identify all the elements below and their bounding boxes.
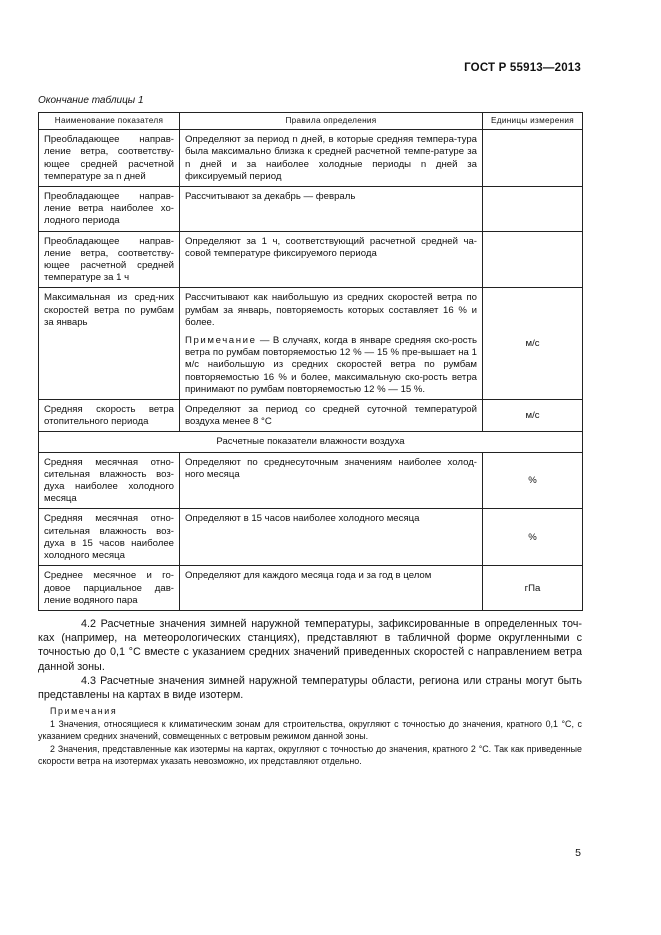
row-name: Средняя месячная отно-сительная влажность воз-духа наиболее холодного месяца: [39, 452, 180, 509]
row-rule: Определяют по среднесуточным значениям наиболее холод-ного месяца: [180, 452, 483, 509]
row-note: [185, 335, 477, 396]
paragraph-4-3: 4.3 Расчетные значения зимней наружной температуры области, региона или страны могут быть представлены на картах в виде изотерм.: [38, 674, 582, 702]
table-header-row: [39, 113, 583, 130]
table-row: [39, 130, 583, 187]
document-header: ГОСТ Р 55913—2013: [464, 62, 581, 74]
row-name: Средняя скорость ветра отопительного периода: [39, 400, 180, 432]
column-header-name: Наименование показателя: [39, 113, 180, 130]
row-unit: м/с: [483, 400, 583, 432]
table-row: [39, 288, 583, 400]
row-unit: м/с: [483, 288, 583, 400]
row-rule-text: Рассчитывают как наибольшую из средних скоростей ветра по румбам за январь, повторяемость которых составляет 16 % и более.: [185, 292, 477, 328]
row-name: Преобладающее направ-ление ветра наиболее хо-лодного периода: [39, 187, 180, 232]
row-rule: Определяют для каждого месяца года и за год в целом: [180, 566, 483, 611]
row-name: Максимальная из сред-них скоростей ветра по румбам за январь: [39, 288, 180, 400]
table-row: [39, 509, 583, 566]
row-note-label: Примечание: [185, 335, 257, 347]
row-unit: [483, 187, 583, 232]
row-name: Среднее месячное и го-довое парциальное дав-ление водяного пара: [39, 566, 180, 611]
section-title: Расчетные показатели влажности воздуха: [39, 432, 583, 452]
table-row: [39, 231, 583, 288]
row-name: Средняя месячная отно-сительная влажность воз-духа в 15 часов наиболее холодного месяца: [39, 509, 180, 566]
column-header-unit: Единицы измерения: [483, 113, 583, 130]
table-row: [39, 452, 583, 509]
body-paragraphs: [38, 617, 582, 702]
row-name: Преобладающее направ-ление ветра, соответству-ющее средней расчетной температуре за n дней: [39, 130, 180, 187]
row-rule-with-note: [180, 288, 483, 400]
table-caption: Окончание таблицы 1: [38, 95, 144, 106]
row-rule: Определяют в 15 часов наиболее холодного месяца: [180, 509, 483, 566]
table-row: [39, 566, 583, 611]
row-rule: Рассчитывают за декабрь — февраль: [180, 187, 483, 232]
table-row: [39, 187, 583, 232]
row-rule: Определяют за период n дней, в которые средняя темпера-тура была максимально близка к средней расчетной темпе-ратуре за n дней и за наиболее холодные периоды n дней за фиксируемый период: [180, 130, 483, 187]
note-2: 2 Значения, представленные как изотермы на картах, округляют с точностью до значения, кратного 2 °С. Так как приведенные скорости ветра на изотермах указать невозможно, их представляют отдельно.: [38, 743, 582, 767]
paragraph-4-2: 4.2 Расчетные значения зимней наружной температуры, зафиксированные в определенных точ-ках (например, на метеорологических станциях), представляют в табличной форме округленными с точностью до 0,1 °С вместе с указанием средних значений приведенных скоростей с направлением ветра данной зоны.: [38, 618, 582, 673]
row-unit: %: [483, 509, 583, 566]
row-unit: [483, 130, 583, 187]
note-1: 1 Значения, относящиеся к климатическим зонам для строительства, округляют с точностью до значения, кратного 0,1 °С, с указанием средних значений, совмещенных с ветровым режимом данной зоны.: [38, 718, 582, 742]
row-unit: [483, 231, 583, 288]
table-row: [39, 400, 583, 432]
page-number: 5: [575, 847, 581, 859]
row-unit: гПа: [483, 566, 583, 611]
table-section-row: [39, 432, 583, 452]
data-table: [38, 112, 583, 611]
row-note-text: — В случаях, когда в январе средняя ско-рость ветра по румбам повторяемостью 12 % — 15 % пре-вышает на 1 м/с наибольшую из средних скоростей ветра по румбам повторяемостью 16 % и более, максимальную ско-рость ветра принимают по румбам повторяемостью 12 % — 15 %.: [185, 335, 477, 395]
row-unit: %: [483, 452, 583, 509]
row-rule: Определяют за 1 ч, соответствующий расчетной средней ча-совой температуре фиксируемого периода: [180, 231, 483, 288]
column-header-rule: Правила определения: [180, 113, 483, 130]
row-rule: Определяют за период со средней суточной температурой воздуха менее 8 °С: [180, 400, 483, 432]
notes-block: [38, 705, 582, 768]
notes-title: Примечания: [50, 706, 118, 716]
row-name: Преобладающее направ-ление ветра, соответству-ющее расчетной средней температуре за 1 ч: [39, 231, 180, 288]
